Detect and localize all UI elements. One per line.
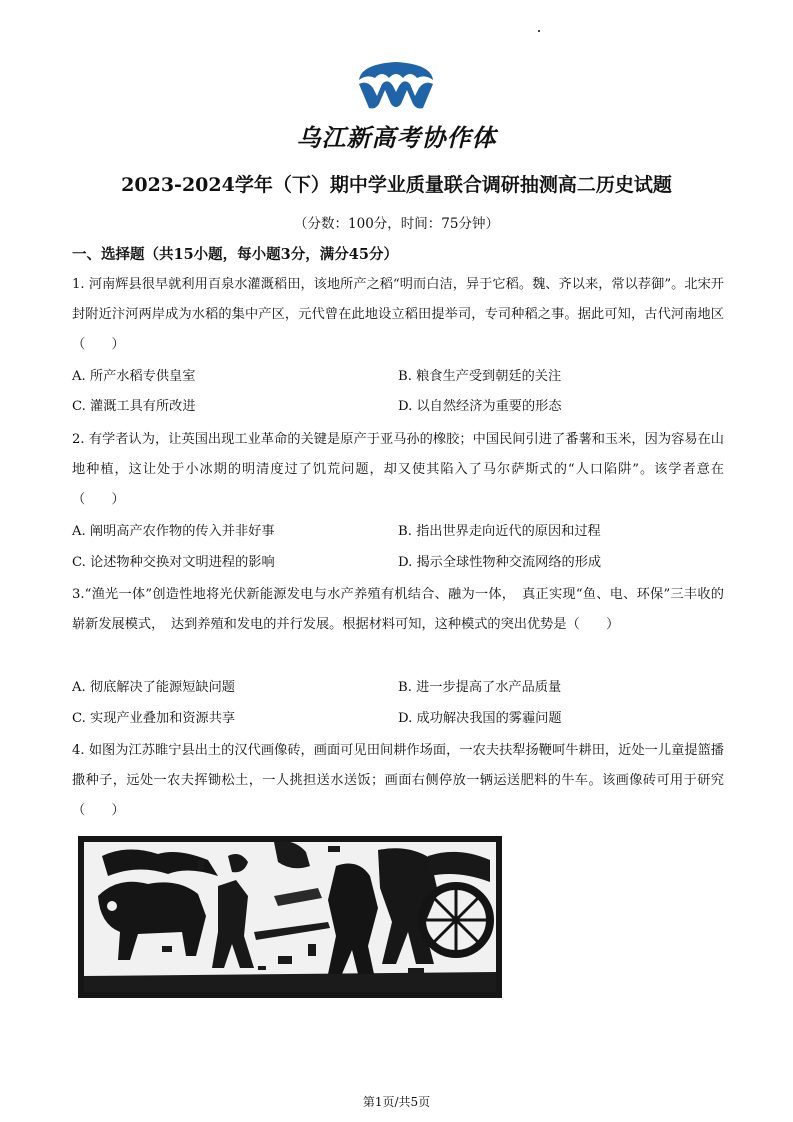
question-2-option-a: A. 阐明高产农作物的传入并非好事	[72, 524, 275, 539]
han-brick-rubbing-image	[78, 836, 502, 998]
exam-subtitle: （分数：100分，时间：75分钟）	[294, 216, 499, 232]
question-3-option-a: A. 彻底解决了能源短缺问题	[72, 680, 235, 695]
wujiang-logo-icon	[355, 60, 437, 114]
question-3-option-d: D. 成功解决我国的雾霾问题	[398, 711, 562, 726]
exam-title: 2023-2024学年（下）期中学业质量联合调研抽测高二历史试题	[121, 174, 672, 196]
brand-name: 乌江新高考协作体	[296, 124, 497, 152]
question-1-option-a: A. 所产水稻专供皇室	[72, 369, 196, 384]
question-1-option-c: C. 灌溉工具有所改进	[72, 399, 196, 414]
question-2-option-b: B. 指出世界走向近代的原因和过程	[398, 524, 601, 539]
question-2-stem: 2. 有学者认为，让英国出现工业革命的关键是原产于亚马孙的橡胶；中国民间引进了番薯和玉米，因为容易在山地种植，这让处于小冰期的明清度过了饥荒问题，却又使其陷入了马尔萨斯式的“人口陷阱”。该学者意在（ ）	[72, 432, 724, 507]
question-4-stem: 4. 如图为江苏睢宁县出土的汉代画像砖，画面可见田间耕作场面，一农夫扶犁扬鞭呵牛耕田，近处一儿童提篮播撒种子，远处一农夫挥锄松土，一人挑担送水送饭；画面右侧停放一辆运送肥料的牛车。该画像砖可用于研究（ ）	[72, 743, 724, 818]
question-2-option-d: D. 揭示全球性物种交流网络的形成	[398, 555, 602, 570]
question-1-stem: 1. 河南辉县很早就利用百泉水灌溉稻田，该地所产之稻“明而白洁，异于它稻。魏、齐以来，常以荐御”。北宋开封附近汴河两岸成为水稻的集中产区，元代曾在此地设立稻田提举司，专司种稻之事。据此可知，古代河南地区（ ）	[72, 277, 724, 352]
question-2-option-c: C. 论述物种交换对文明进程的影响	[72, 555, 275, 570]
question-3-option-c: C. 实现产业叠加和资源共享	[72, 711, 236, 726]
scan-dot	[538, 30, 540, 32]
question-1-option-d: D. 以自然经济为重要的形态	[398, 399, 562, 414]
page-footer: 第1页/共5页	[362, 1095, 431, 1109]
question-1-option-b: B. 粮食生产受到朝廷的关注	[398, 369, 562, 384]
question-3-option-b: B. 进一步提高了水产品质量	[398, 680, 562, 695]
section-title: 一、选择题（共15小题，每小题3分，满分45分）	[72, 246, 398, 263]
question-3-stem: 3.“渔光一体”创造性地将光伏新能源发电与水产养殖有机结合、融为一体， 真正实现“鱼、电、环保”三丰收的崭新发展模式， 达到养殖和发电的并行发展。根据材料可知，这种模式的突出优势是（ ）	[72, 587, 724, 632]
